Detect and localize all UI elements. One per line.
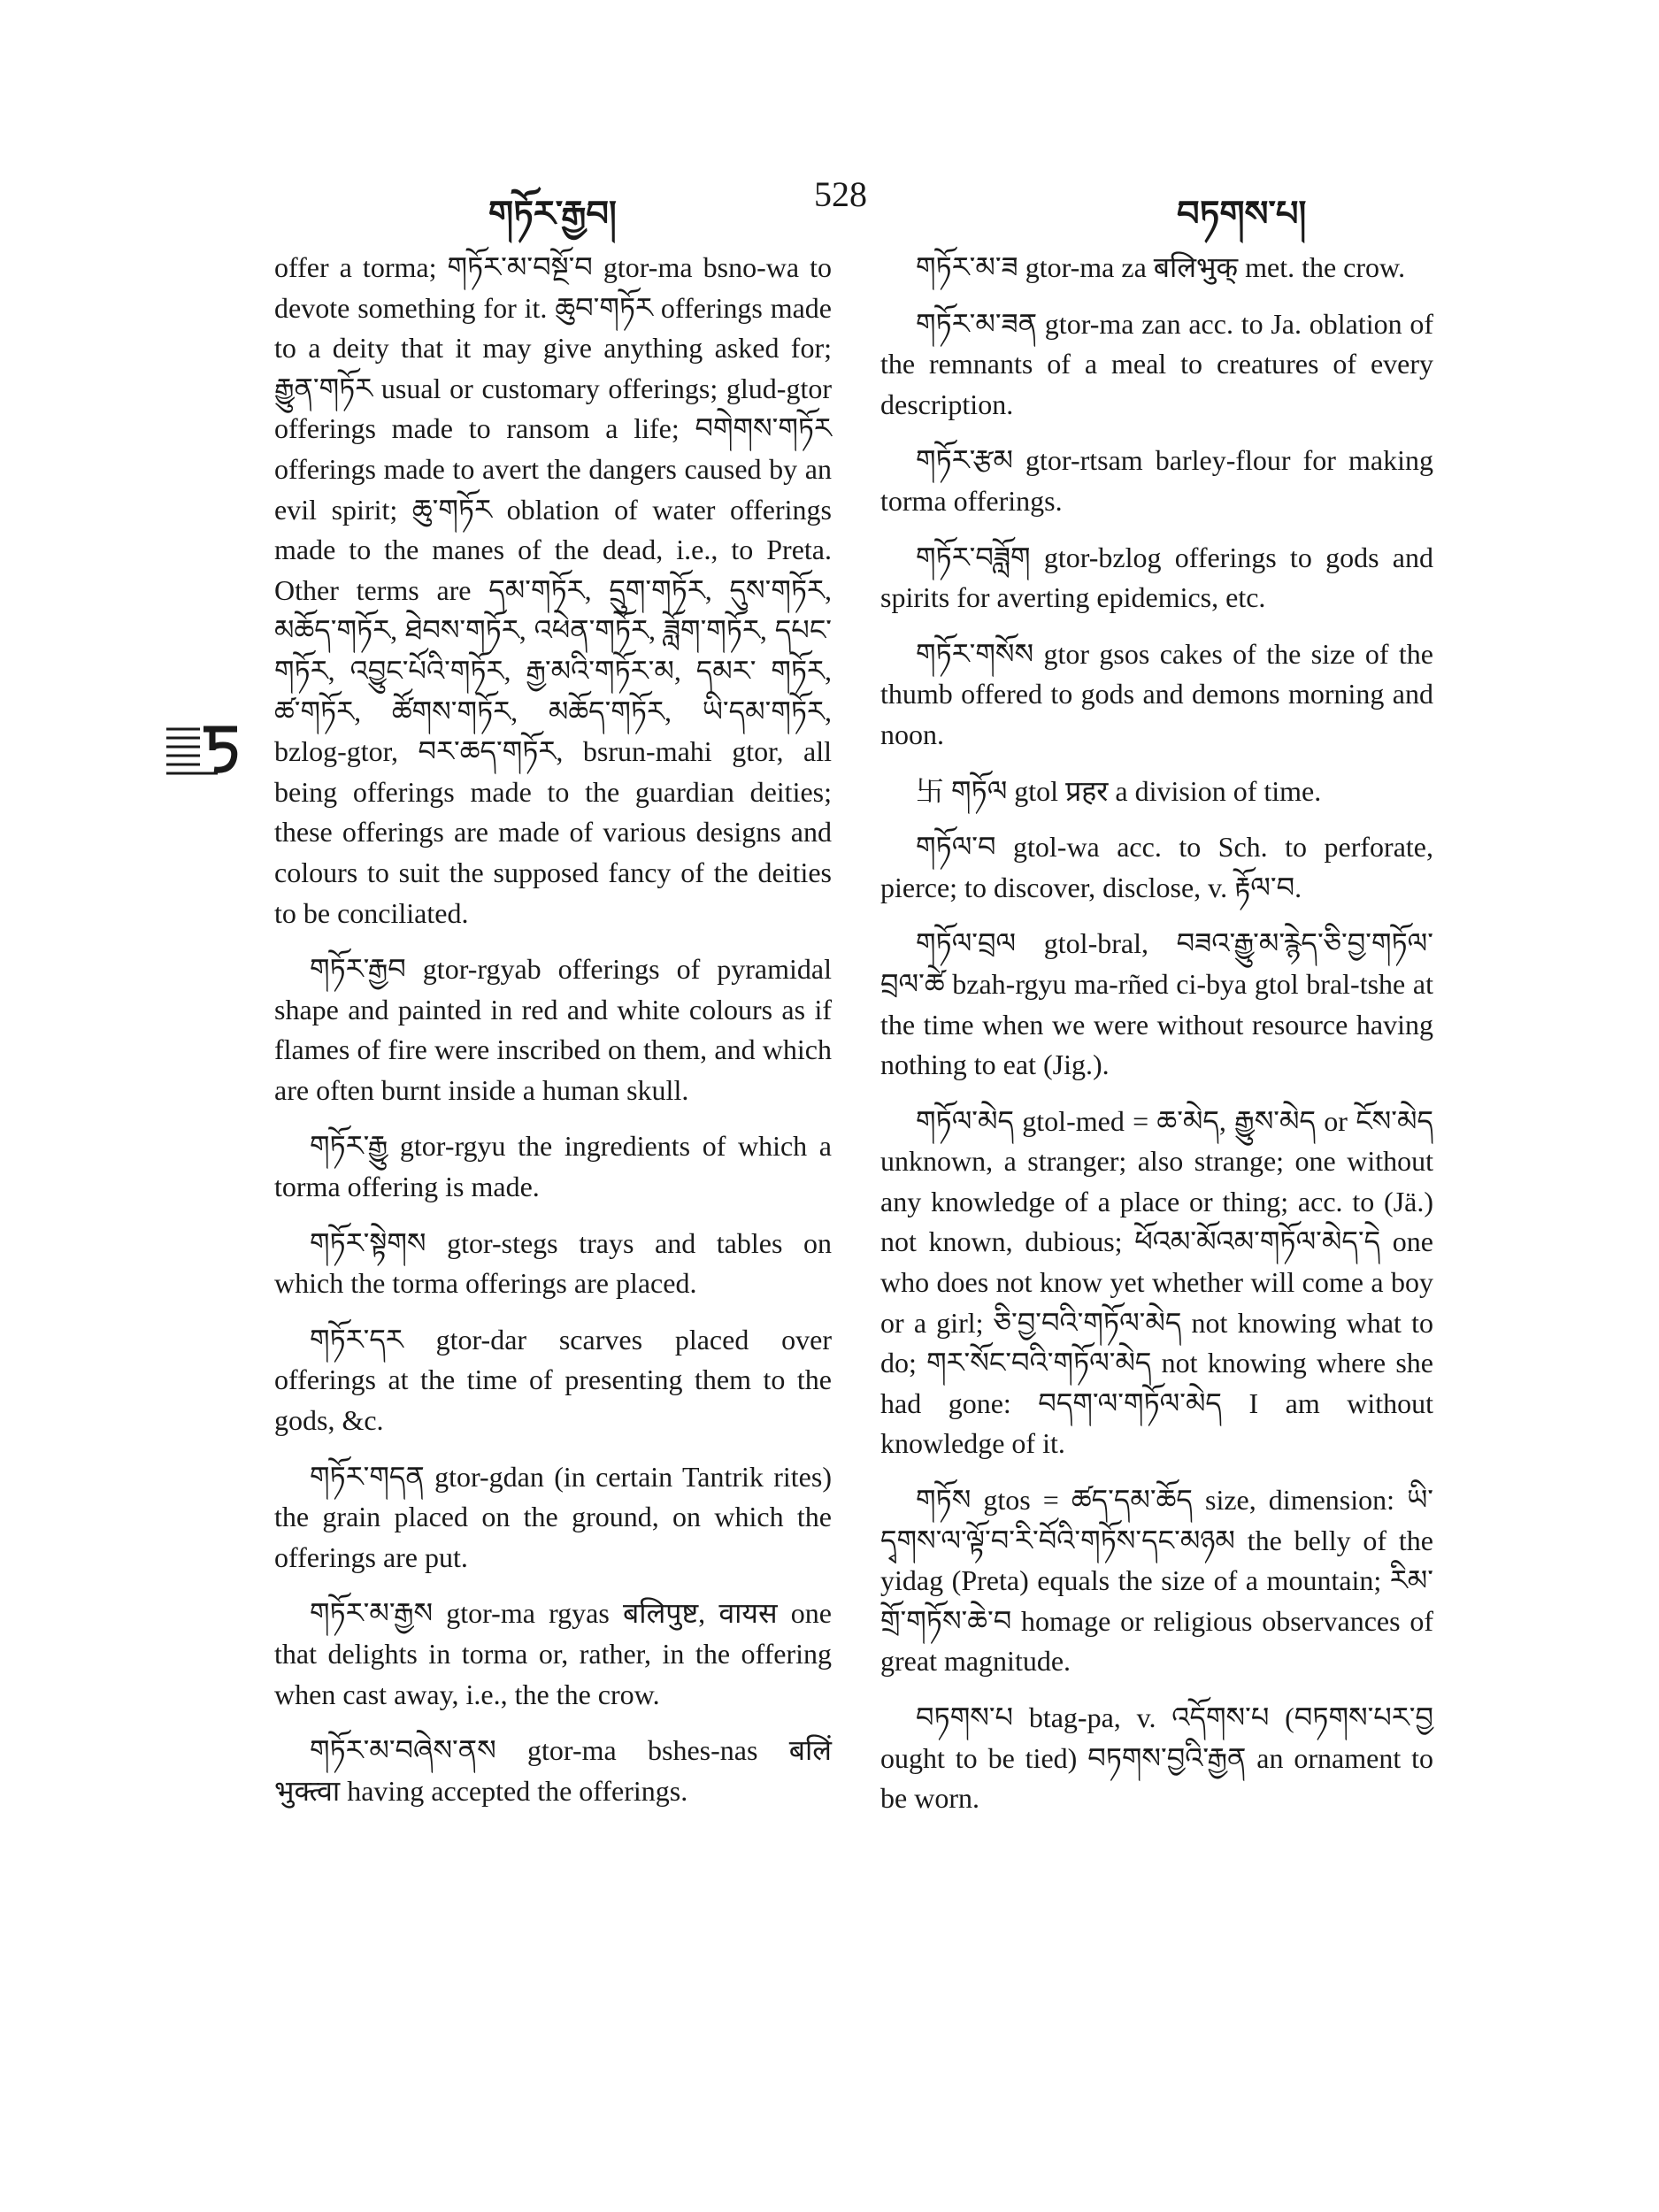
entry-gtol-wa: གཏོལ་བ gtol-wa acc. to Sch. to perforate, pierce; to discover, disclose, v. རྟོལ་བ. xyxy=(880,831,1433,903)
entry-gtor-rtsam: གཏོར་རྩམ gtor-rtsam barley-flour for making torma offerings. xyxy=(880,444,1433,517)
left-running-headword: གཏོར་རྒྱབ། xyxy=(488,194,617,234)
entry-gtor-ma-bshes-nas: གཏོར་མ་བཞེས་ནས gtor-ma bshes-nas बलिं भुक्त्वा having accepted the offerings. xyxy=(274,1734,832,1807)
entry-gtor-ma-bsno-wa: offer a torma; གཏོར་མ་བསྔོ་བ gtor-ma bsno-wa to devote something for it. ཆུབ་གཏོར offerings made to a deity that it may give anything asked for; རྒྱུན་གཏོར usual or customary offerings; glud-gtor offerings made to ransom a life; བགེགས་གཏོར offerings made to avert the dangers caused by an evil spirit; ཆུ་གཏོར oblation of water offerings made to the manes of the dead, i.e., to Preta. Other terms are དམ་གཏོར, དྲུག་གཏོར, དུས་གཏོར, མཆོད་གཏོར, ཐེབས་གཏོར, འཕེན་གཏོར, ཟློག་གཏོར, དཔང་གཏོར, འབྱུང་པོའི་གཏོར, རྒྱ་མའི་གཏོར་མ, དམར་ གཏོར, ཚ་གཏོར, ཚོགས་གཏོར, མཆོད་གཏོར, ཡི་དམ་གཏོར, bzlog-gtor, བར་ཆད་གཏོར, bsrun-mahi gtor, all being offerings made to the guardian deities; these offerings are made of various designs and colours to suit the supposed fancy of the deities to be conciliated. xyxy=(274,251,832,929)
entry-gtol-bral: གཏོལ་བྲལ gtol-bral, བཟའ་རྒྱུ་མ་རྙེད་ཅི་བྱ་གཏོལ་བྲལ་ཚེ bzah-rgyu ma-rñed ci-bya gtol bral-tshe at the time when we were without resource having nothing to eat (Jig.). xyxy=(880,927,1433,1081)
entry-gtol-med: གཏོལ་མེད gtol-med = ཆ་མེད, རྒྱུས་མེད or ངོས་མེད unknown, a stranger; also strange; one without any knowledge of a place or thing; acc. to (Jä.) not known, dubious; ཕོའམ་མོའམ་གཏོལ་མེད་དེ one who does not know yet whether will come a boy or a girl; ཅི་བྱ་བའི་གཏོལ་མེད not knowing what to do; གར་སོང་བའི་གཏོལ་མེད not knowing where she had gone: བདག་ལ་གཏོལ་མེད I am without knowledge of it. xyxy=(880,1104,1433,1460)
left-column xyxy=(274,248,832,1827)
entry-gtor-rgyu: གཏོར་རྒྱུ gtor-rgyu the ingredients of which a torma offering is made. xyxy=(274,1130,832,1203)
entry-gtor-ma-za: གཏོར་མ་ཟ gtor-ma za बलिभुक् met. the crow. xyxy=(916,251,1406,283)
entry-gtor-ma-rgyas: གཏོར་མ་རྒྱས gtor-ma rgyas बलिपुष्ट, वायस one that delights in torma or, rather, in the offering when cast away, i.e., the the crow. xyxy=(274,1597,832,1710)
entry-gtor-bzlog: གཏོར་བཟློག gtor-bzlog offerings to gods and spirits for averting epidemics, etc. xyxy=(880,541,1433,614)
right-column xyxy=(880,248,1433,1835)
entry-gtos: གཏོས gtos = ཚད་དམ་ཆོད size, dimension: ཡི་དྭགས་ལ་ལྟོ་བ་རི་བོའི་གཏོས་དང་མཉམ the belly of the yidag (Preta) equals the size of a mountain; རིམ་གྲོ་གཏོས་ཆེ་བ homage or religious observances of great magnitude. xyxy=(880,1484,1433,1678)
tibetan-letter-ta-mark-icon xyxy=(165,724,242,779)
page-header xyxy=(0,173,1659,234)
page-number: 528 xyxy=(814,174,867,214)
entry-gtor-dar: གཏོར་དར gtor-dar scarves placed over offerings at the time of presenting them to the gods, &c. xyxy=(274,1323,832,1437)
entry-gtor-rgyab: གཏོར་རྒྱབ gtor-rgyab offerings of pyramidal shape and painted in red and white colours as if flames of fire were inscribed on them, and which are often burnt inside a human skull. xyxy=(274,953,832,1106)
right-running-headword: བཏགས་པ། xyxy=(1177,194,1307,234)
entry-gtor-gsos: གཏོར་གསོས gtor gsos cakes of the size of the thumb offered to gods and demons morning and noon. xyxy=(880,637,1433,750)
entry-gtor-gdan: གཏོར་གདན gtor-gdan (in certain Tantrik rites) the grain placed on the ground, on which the offerings are put. xyxy=(274,1460,832,1573)
entry-gtor-stegs: གཏོར་སྟེགས gtor-stegs trays and tables on which the torma offerings are placed. xyxy=(274,1226,832,1300)
entry-gtol: 卐 གཏོལ gtol प्रहर a division of time. xyxy=(916,774,1322,807)
entry-btag-pa: བཏགས་པ btag-pa, v. འདོགས་པ (བཏགས་པར་བྱ ought to be tied) བཏགས་བྱའི་རྒྱན an ornament to be worn. xyxy=(880,1701,1433,1815)
entry-gtor-ma-zan: གཏོར་མ་ཟན gtor-ma zan acc. to Ja. oblation of the remnants of a meal to creatures of every description. xyxy=(880,307,1433,420)
